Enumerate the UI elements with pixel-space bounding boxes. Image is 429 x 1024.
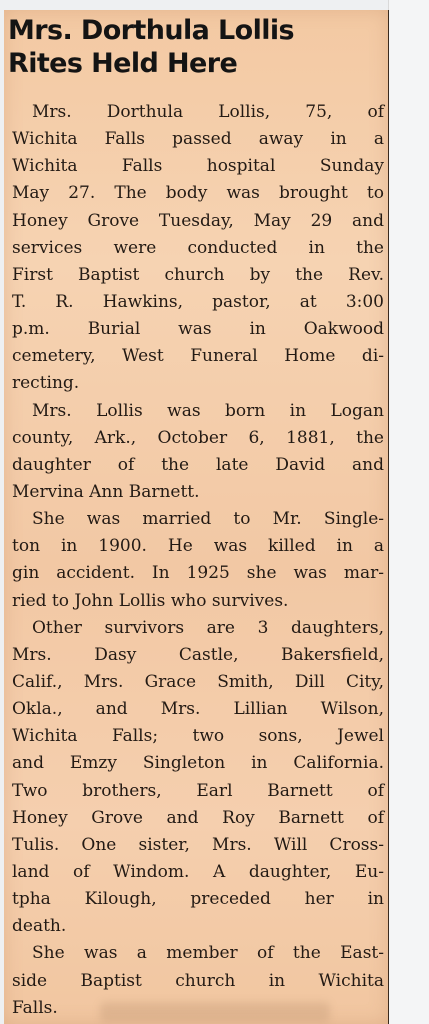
article-line: side Baptist church in Wichita — [12, 970, 384, 991]
article-line: T. R. Hawkins, pastor, at 3:00 — [12, 291, 384, 312]
paper-backing — [388, 0, 429, 1024]
article-paragraph — [12, 398, 384, 507]
article-line: Wichita Falls hospital Sunday — [12, 156, 384, 177]
article-line: services were conducted in the — [12, 237, 384, 258]
headline-line-1: Mrs. Dorthula Lollis — [8, 15, 295, 46]
article-line: She was married to Mr. Single- — [32, 509, 384, 530]
article-line: recting. — [12, 373, 80, 394]
headline-line-2: Rites Held Here — [8, 48, 238, 79]
article-body — [12, 99, 384, 1022]
article-line: county, Ark., October 6, 1881, the — [12, 427, 384, 448]
article-line: Falls. — [12, 997, 58, 1018]
article-line: tpha Kilough, preceded her in — [12, 889, 384, 910]
article-line: Mrs. Dasy Castle, Bakersfield, — [12, 644, 384, 665]
article-line: Mrs. Lollis was born in Logan — [32, 400, 384, 421]
tape-stain — [100, 1002, 330, 1022]
article-line: ried to John Lollis who survives. — [12, 590, 289, 611]
article-line: land of Windom. A daughter, Eu- — [12, 861, 384, 882]
article-line: Mervina Ann Barnett. — [12, 481, 200, 502]
article-line: daughter of the late David and — [12, 454, 384, 475]
article-line: May 27. The body was brought to — [12, 183, 384, 204]
article-line: Tulis. One sister, Mrs. Will Cross- — [12, 834, 384, 855]
article-line: Calif., Mrs. Grace Smith, Dill City, — [12, 671, 384, 692]
article-line: Two brothers, Earl Barnett of — [12, 780, 384, 801]
article-line: Mrs. Dorthula Lollis, 75, of — [32, 102, 384, 122]
article-line: Honey Grove and Roy Barnett of — [12, 807, 384, 828]
article-line: She was a member of the East- — [32, 943, 384, 964]
article-line: and Emzy Singleton in California. — [12, 753, 384, 774]
article-line: ton in 1900. He was killed in a — [12, 536, 384, 557]
article-line: p.m. Burial was in Oakwood — [12, 319, 384, 340]
article-line: death. — [12, 916, 67, 937]
article-paragraph — [12, 99, 384, 398]
article-line: Wichita Falls; two sons, Jewel — [12, 726, 384, 747]
article-line: Honey Grove Tuesday, May 29 and — [12, 210, 384, 231]
article-paragraph — [12, 615, 384, 941]
article-paragraph — [12, 506, 384, 615]
article-line: Okla., and Mrs. Lillian Wilson, — [12, 699, 384, 720]
article-line: cemetery, West Funeral Home di- — [12, 346, 384, 367]
article-line: First Baptist church by the Rev. — [12, 264, 384, 285]
article-line: Wichita Falls passed away in a — [12, 129, 384, 150]
headline — [8, 14, 378, 80]
article-line: gin accident. In 1925 she was mar- — [12, 563, 384, 584]
article-line: Other survivors are 3 daughters, — [32, 617, 384, 638]
